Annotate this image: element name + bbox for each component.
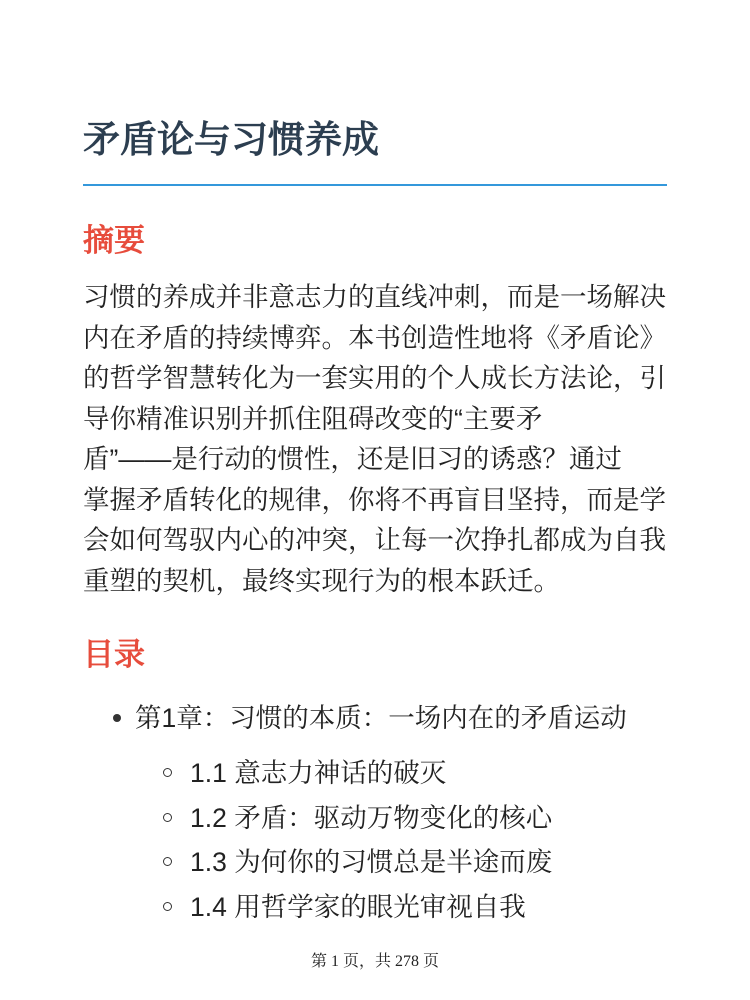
toc-heading: 目录 [83, 637, 145, 672]
hollow-bullet-icon [163, 813, 172, 822]
toc-subsection-label: 1.2 矛盾：驱动万物变化的核心 [190, 802, 553, 833]
abstract-heading: 摘要 [83, 223, 145, 258]
filled-bullet-icon [113, 714, 121, 722]
abstract-line: 重塑的契机，最终实现行为的根本跃迁。 [83, 565, 560, 596]
abstract-paragraph [83, 277, 667, 601]
toc-chapter-label: 第1章：习惯的本质：一场内在的矛盾运动 [135, 703, 627, 733]
abstract-line: 会如何驾驭内心的冲突，让每一次挣扎都成为自我 [83, 525, 666, 555]
toc-subsection-item [83, 751, 667, 796]
hollow-bullet-icon [163, 768, 172, 777]
toc-subsection-label: 1.1 意志力神话的破灭 [190, 758, 447, 788]
toc-subsection-item [83, 840, 667, 885]
toc-subsection-item [83, 796, 667, 841]
abstract-line: 内在矛盾的持续博弈。本书创造性地将《矛盾论》 [83, 322, 666, 353]
table-of-contents [83, 698, 667, 929]
hollow-bullet-icon [163, 857, 172, 866]
toc-subsection-label: 1.4 用哲学家的眼光审视自我 [190, 891, 526, 922]
page-number-footer: 第 1 页，共 278 页 [310, 953, 439, 970]
abstract-line: 导你精准识别并抓住阻碍改变的“主要矛 [83, 403, 543, 434]
abstract-line: 掌握矛盾转化的规律，你将不再盲目坚持，而是学 [83, 484, 666, 515]
toc-subsection-label: 1.3 为何你的习惯总是半途而废 [190, 847, 553, 877]
toc-subsection-item [83, 885, 667, 930]
abstract-line: 习惯的养成并非意志力的直线冲刺，而是一场解决 [83, 282, 666, 312]
hollow-bullet-icon [163, 902, 172, 911]
page-title: 矛盾论与习惯养成 [83, 118, 667, 186]
toc-subsection-list [83, 751, 667, 929]
toc-chapter-item [83, 698, 667, 929]
abstract-line: 的哲学智慧转化为一套实用的个人成长方法论，引 [83, 363, 666, 393]
page-content [83, 0, 667, 929]
abstract-line: 盾”——是行动的惯性，还是旧习的诱惑？通过 [83, 444, 622, 474]
